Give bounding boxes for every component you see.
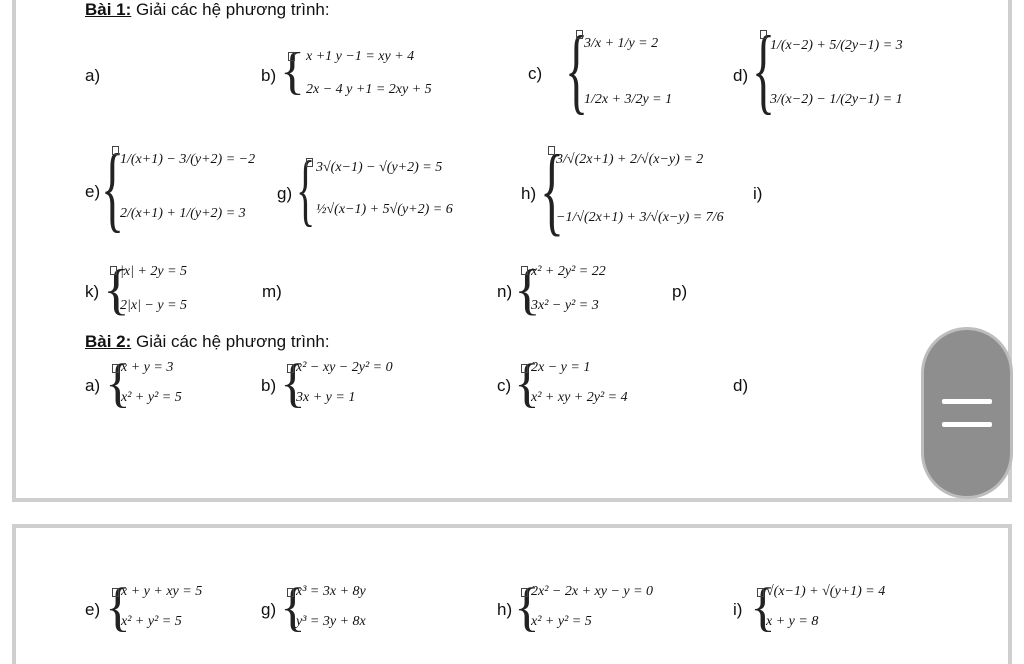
scroll-handle-button[interactable] (921, 327, 1013, 499)
bai2-b-eq1: x² − xy − 2y² = 0 (296, 360, 393, 375)
bai1-k-eq1: |x| + 2y = 5 (120, 264, 188, 279)
bai2-e-eq1: x + y + xy = 5 (121, 584, 203, 599)
missing-glyph-icon (521, 266, 528, 275)
bai1-e-label: e) (85, 182, 101, 201)
bai1-n-eq2: 3x² − y² = 3 (531, 298, 599, 313)
brace-icon: { (280, 577, 306, 637)
bai2-c-label: c) (497, 376, 512, 395)
missing-glyph-icon (112, 588, 119, 597)
bai1-h-eq2: −1/√(2x+1) + 3/√(x−y) = 7/6 (556, 210, 724, 225)
bai1-a-label: a) (85, 66, 101, 85)
bai2-b-label: b) (261, 376, 277, 395)
bai1-g-label: g) (277, 184, 293, 203)
bai2-h-label: h) (497, 600, 513, 619)
brace-icon: { (514, 259, 541, 321)
bai1-h-eq1: 3/√(2x+1) + 2/√(x−y) = 2 (556, 152, 704, 167)
bai1-m-label: m) (262, 282, 282, 301)
missing-glyph-icon (110, 266, 117, 275)
bai2-h-eq1: 2x² − 2x + xy − y = 0 (531, 584, 654, 599)
bai1-h-label: h) (521, 184, 537, 203)
bai1-b-label: b) (261, 66, 277, 85)
bai2-i-eq2: x + y = 8 (766, 614, 819, 629)
bai2-h-eq2: x² + y² = 5 (531, 614, 592, 629)
bai1-c-eq1: 3/x + 1/y = 2 (584, 36, 659, 51)
bai1-g-eq2: ½√(x−1) + 5√(y+2) = 6 (316, 202, 453, 217)
missing-glyph-icon (760, 30, 767, 39)
bai1-d-label: d) (733, 66, 749, 85)
brace-icon: { (101, 134, 125, 241)
bai1-e-eq1: 1/(x+1) − 3/(y+2) = −2 (120, 152, 256, 167)
bai2-d-label: d) (733, 376, 749, 395)
missing-glyph-icon (287, 588, 294, 597)
bai1-n-label: n) (497, 282, 513, 301)
bai1-e-eq2: 2/(x+1) + 1/(y+2) = 3 (120, 206, 246, 221)
brace-icon: { (565, 16, 589, 123)
bai1-heading: Bài 1: Giải các hệ phương trình: (85, 0, 330, 19)
bai2-i-eq1: √(x−1) + √(y+1) = 4 (766, 584, 886, 599)
brace-icon: { (105, 353, 131, 413)
missing-glyph-icon (576, 30, 583, 39)
bai2-a-label: a) (85, 376, 101, 395)
bai2-heading: Bài 2: Giải các hệ phương trình: (85, 332, 330, 351)
missing-glyph-icon (521, 588, 528, 597)
bai1-g-eq1: 3√(x−1) − √(y+2) = 5 (316, 160, 443, 175)
equals-menu-icon (942, 399, 992, 404)
bai2-g-eq1: x³ = 3x + 8y (296, 584, 366, 599)
missing-glyph-icon (112, 146, 119, 155)
missing-glyph-icon (757, 588, 764, 597)
exercise-panel-1 (12, 0, 1012, 502)
bai1-p-label: p) (672, 282, 688, 301)
bai2-a-eq1: x + y = 3 (121, 360, 174, 375)
brace-icon: { (540, 134, 564, 245)
equals-menu-icon (942, 422, 992, 427)
brace-icon: { (514, 577, 540, 637)
bai1-b-eq2: 2x − 4 y +1 = 2xy + 5 (306, 82, 432, 97)
bai1-k-eq2: 2|x| − y = 5 (120, 298, 188, 313)
brace-icon: { (280, 43, 305, 100)
bai1-k-label: k) (85, 282, 100, 301)
bai2-e-eq2: x² + y² = 5 (121, 614, 182, 629)
brace-icon: { (296, 146, 316, 234)
bai2-c-eq2: x² + xy + 2y² = 4 (531, 390, 628, 405)
brace-icon: { (103, 259, 130, 321)
brace-icon: { (750, 577, 776, 637)
bai2-c-eq1: 2x − y = 1 (531, 360, 591, 375)
bai1-i-label: i) (753, 184, 763, 203)
bai1-d-eq1: 1/(x−2) + 5/(2y−1) = 3 (770, 38, 903, 53)
brace-icon: { (514, 353, 540, 413)
missing-glyph-icon (112, 364, 119, 373)
bai1-d-eq2: 3/(x−2) − 1/(2y−1) = 1 (770, 92, 903, 107)
bai1-c-eq2: 1/2x + 3/2y = 1 (584, 92, 673, 107)
missing-glyph-icon (306, 158, 313, 167)
missing-glyph-icon (548, 146, 555, 155)
bai2-a-eq2: x² + y² = 5 (121, 390, 182, 405)
bai2-b-eq2: 3x + y = 1 (296, 390, 356, 405)
bai2-g-label: g) (261, 600, 277, 619)
bai1-n-eq1: x² + 2y² = 22 (531, 264, 606, 279)
bai2-i-label: i) (733, 600, 743, 619)
missing-glyph-icon (288, 52, 295, 61)
bai1-b-eq1: x +1 y −1 = xy + 4 (306, 49, 415, 64)
bai2-g-eq2: y³ = 3y + 8x (296, 614, 366, 629)
bai2-e-label: e) (85, 600, 101, 619)
brace-icon: { (105, 577, 131, 637)
panel-gap (0, 508, 1024, 522)
bai1-c-label: c) (528, 64, 543, 83)
missing-glyph-icon (521, 364, 528, 373)
missing-glyph-icon (287, 364, 294, 373)
brace-icon: { (752, 16, 776, 123)
brace-icon: { (280, 353, 306, 413)
